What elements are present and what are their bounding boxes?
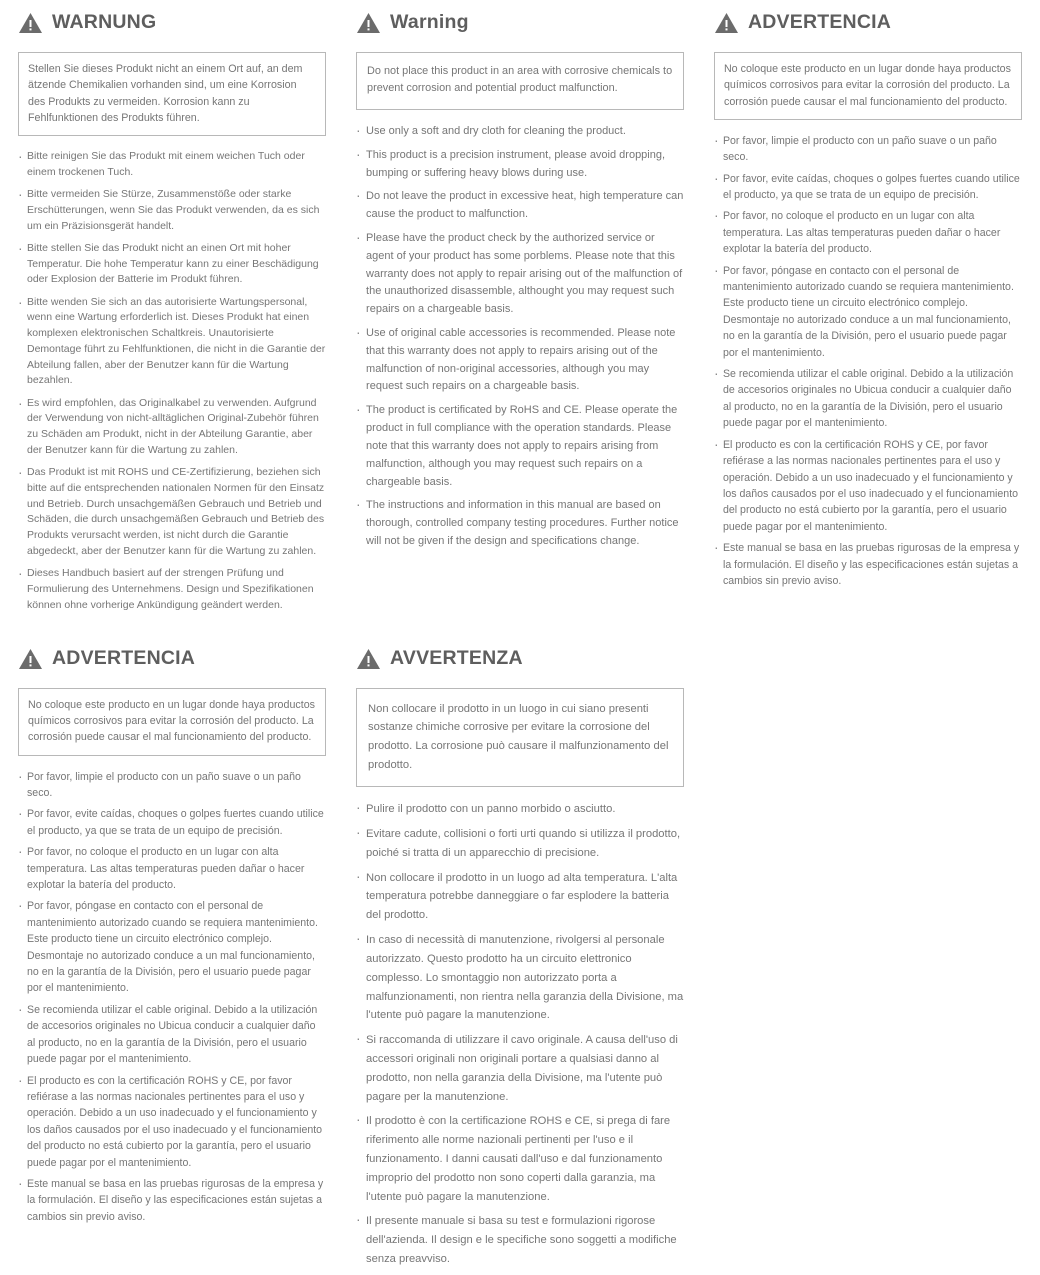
list-item: · Evitare cadute, collisioni o forti urti quando si utilizza il prodotto, poiché si tratta di un apparecchio di precisione. [356, 825, 684, 863]
list-item: · Por favor, limpie el producto con un paño suave o un paño seco. [18, 769, 326, 802]
notice-box-es2: No coloque este producto en un lugar donde haya productos químicos corrosivos para evitar la corrosión del producto. La corrosión puede causar el mal funcionamiento del producto. [18, 688, 326, 756]
list-item: · Bitte wenden Sie sich an das autorisierte Wartungspersonal, wenn eine Wartung erforderlich ist. Dieses Produkt hat einen komplexen elektronischen Schaltkreis. Unautorisierte Demontage führt zu Fehlfunktionen, die nicht in die Garantie der Abteilung fallen, aber der Benutzer kann für die Wartung bezahlen. [18, 295, 326, 390]
warning-section-de [18, 8, 326, 620]
bullet-list-en [356, 123, 684, 551]
list-item: · Bitte vermeiden Sie Stürze, Zusammenstöße oder starke Erschütterungen, wenn Sie das Produkt verwenden, da es sich um ein Präzisionsgerät handelt. [18, 187, 326, 234]
section-header-es2 [18, 644, 326, 674]
notice-box-en: Do not place this product in an area with corrosive chemicals to prevent corrosion and potential product malfunction. [356, 52, 684, 110]
list-item: · Please have the product check by the authorized service or agent of your product has some porblems. Please note that this warranty does not apply to repair arising out of the malfunction of the unauthorized disassemble, althought you may request such repairs on a chargeable basis. [356, 230, 684, 319]
warning-section-it [356, 644, 684, 1275]
list-item: · Si raccomanda di utilizzare il cavo originale. A causa dell'uso di accessori originali non originali portare a qualsiasi danno al prodotto, non nella garanzia della Divisione, ma l'utente può pagare per la manutenzione. [356, 1031, 684, 1106]
list-item: · Use of original cable accessories is recommended. Please note that this warranty does not apply to repairs arising out of the malfunction of non-original accessories, although you may request such repairs on a chargeable basis. [356, 325, 684, 396]
bullet-list-it [356, 800, 684, 1269]
notice-box-it: Non collocare il prodotto in un luogo in cui siano presenti sostanze chimiche corrosive per evitare la corrosione del prodotto. La corrosione può causare il malfunzionamento del prodotto. [356, 688, 684, 787]
warning-triangle-icon [714, 12, 739, 34]
section-title-es: ADVERTENCIA [747, 11, 892, 34]
warning-triangle-icon [18, 648, 43, 670]
list-item: · Por favor, no coloque el producto en un lugar con alta temperatura. Las altas temperaturas pueden dañar o hacer explotar la batería del producto. [714, 208, 1022, 257]
warning-triangle-icon [356, 12, 381, 34]
list-item: · El producto es con la certificación ROHS y CE, por favor refiérase a las normas nacionales pertinentes para el uso y operación. Debido a un uso inadecuado y el funcionamiento y los daños causados por el uso inadecuado y el funcionamiento del producto no está cubierto por la garantía, pero el usuario puede pagar por el mantenimiento. [714, 437, 1022, 535]
list-item: · Este manual se basa en las pruebas rigurosas de la empresa y la formulación. El diseño y las especificaciones están sujetas a cambios sin previo aviso. [714, 540, 1022, 589]
warning-section-es2 [18, 644, 326, 1230]
list-item: · Il prodotto è con la certificazione ROHS e CE, si prega di fare riferimento alle norme nazionali pertinenti per l'uso e il funzionamento. I danni causati dall'uso e dal funzionamento improprio del prodotto non sono coperti dalla garanzia, ma l'utente può pagare la manutenzione. [356, 1112, 684, 1206]
list-item: · Use only a soft and dry cloth for cleaning the product. [356, 123, 684, 141]
list-item: · The instructions and information in this manual are based on thorough, controlled company testing procedures. Further notice will not be given if the design and specifications change. [356, 497, 684, 550]
section-header-es [714, 8, 1022, 38]
section-title-it: AVVERTENZA [390, 647, 523, 670]
section-title-de: WARNUNG [52, 11, 157, 34]
warning-triangle-icon [356, 648, 381, 670]
list-item: · In caso di necessità di manutenzione, rivolgersi al personale autorizzato. Questo prodotto ha un circuito elettronico complesso. Lo smontaggio non autorizzato porta a malfunzionamenti, non rientra nella garanzia della Divisione, ma l'utente può pagare la manutenzione. [356, 931, 684, 1025]
notice-box-de: Stellen Sie dieses Produkt nicht an einem Ort auf, an dem ätzende Chemikalien vorhanden sind, um eine Korrosion des Produkts zu vermeiden. Korrosion kann zu Fehlfunktionen des Produkts führen. [18, 52, 326, 136]
bullet-list-es2 [18, 769, 326, 1226]
list-item: · Bitte reinigen Sie das Produkt mit einem weichen Tuch oder einem trockenen Tuch. [18, 149, 326, 181]
list-item: · Por favor, no coloque el producto en un lugar con alta temperatura. Las altas temperaturas pueden dañar o hacer explotar la batería del producto. [18, 844, 326, 893]
warnings-row-bottom [18, 644, 1022, 1275]
list-item: · Do not leave the product in excessive heat, high temperature can cause the product to malfunction. [356, 188, 684, 224]
list-item: · Por favor, limpie el producto con un paño suave o un paño seco. [714, 133, 1022, 166]
list-item: · The product is certificated by RoHS and CE. Please operate the product in full compliance with the operation standards. Please note that this warranty does not apply to repairs arising from malfunction, although you may request such repairs on a chargeable basis. [356, 402, 684, 491]
section-title-en: Warning [390, 11, 469, 34]
list-item: · Por favor, evite caídas, choques o golpes fuertes cuando utilice el producto, ya que se trata de un equipo de precisión. [714, 171, 1022, 204]
bullet-list-de [18, 149, 326, 613]
warning-triangle-icon [18, 12, 43, 34]
list-item: · Por favor, evite caídas, choques o golpes fuertes cuando utilice el producto, ya que se trata de un equipo de precisión. [18, 806, 326, 839]
list-item: · Non collocare il prodotto in un luogo ad alta temperatura. L'alta temperatura potrebbe danneggiare o far esplodere la batteria del prodotto. [356, 869, 684, 925]
warnings-row-top [18, 8, 1022, 620]
list-item: · Es wird empfohlen, das Originalkabel zu verwenden. Aufgrund der Verwendung von nicht-alltäglichen Original-Zubehör führen zu Schäden am Produkt, nicht in der Abteilung Garantie, aber der Benutzer kann für die Wartung zu zahlen. [18, 396, 326, 459]
warning-section-es [714, 8, 1022, 594]
list-item: · Se recomienda utilizar el cable original. Debido a la utilización de accesorios originales no Ubicua conducir a cualquier daño al producto, no en la garantía de la División, pero el usuario puede pagar por el mantenimiento. [714, 366, 1022, 432]
list-item: · El producto es con la certificación ROHS y CE, por favor refiérase a las normas nacionales pertinentes para el uso y operación. Debido a un uso inadecuado y el funcionamiento y los daños causados por el uso inadecuado y el funcionamiento del producto no está cubierto por la garantía, pero el usuario puede pagar por el mantenimiento. [18, 1073, 326, 1171]
list-item: · Por favor, póngase en contacto con el personal de mantenimiento autorizado cuando se requiera mantenimiento. Este producto tiene un circuito electrónico complejo. Desmontaje no autorizado conduce a un mal funcionamiento, no en la garantía de la División, pero el usuario puede pagar por el mantenimiento. [714, 263, 1022, 361]
notice-box-es: No coloque este producto en un lugar donde haya productos químicos corrosivos para evitar la corrosión del producto. La corrosión puede causar el mal funcionamiento del producto. [714, 52, 1022, 120]
warning-section-en [356, 8, 684, 557]
list-item: · Bitte stellen Sie das Produkt nicht an einen Ort mit hoher Temperatur. Die hohe Temperatur kann zu einer Beschädigung oder Explosion der Batterie im Produkt führen. [18, 241, 326, 288]
list-item: · Este manual se basa en las pruebas rigurosas de la empresa y la formulación. El diseño y las especificaciones están sujetas a cambios sin previo aviso. [18, 1176, 326, 1225]
list-item: · Se recomienda utilizar el cable original. Debido a la utilización de accesorios originales no Ubicua conducir a cualquier daño al producto, no en la garantía de la División, pero el usuario puede pagar por el mantenimiento. [18, 1002, 326, 1068]
list-item: · Dieses Handbuch basiert auf der strengen Prüfung und Formulierung des Unternehmens. Design und Spezifikationen können ohne vorherige Ankündigung geändert werden. [18, 566, 326, 613]
bullet-list-es [714, 133, 1022, 590]
list-item: · Por favor, póngase en contacto con el personal de mantenimiento autorizado cuando se requiera mantenimiento. Este producto tiene un circuito electrónico complejo. Desmontaje no autorizado conduce a un mal funcionamiento, no en la garantía de la División, pero el usuario puede pagar por el mantenimiento. [18, 898, 326, 996]
list-item: · Il presente manuale si basa su test e formulazioni rigorose dell'azienda. Il design e le specifiche sono soggetti a modifiche senza preavviso. [356, 1212, 684, 1268]
section-header-de [18, 8, 326, 38]
list-item: · Das Produkt ist mit ROHS und CE-Zertifizierung, beziehen sich bitte auf die entsprechenden nationalen Normen für den Einsatz und Betrieb. Durch unsachgemäßen Gebrauch und Betrieb und Schäden, die durch unsachgemäßen Gebrauch und Betrieb des Produkts verursacht werden, ist nicht durch die Garantie abgedeckt, aber der Benutzer kann für die Wartung zu zahlen. [18, 465, 326, 560]
section-header-en [356, 8, 684, 38]
list-item: · Pulire il prodotto con un panno morbido o asciutto. [356, 800, 684, 819]
list-item: · This product is a precision instrument, please avoid dropping, bumping or suffering heavy blows during use. [356, 147, 684, 183]
section-title-es2: ADVERTENCIA [52, 647, 196, 670]
section-header-it [356, 644, 684, 674]
